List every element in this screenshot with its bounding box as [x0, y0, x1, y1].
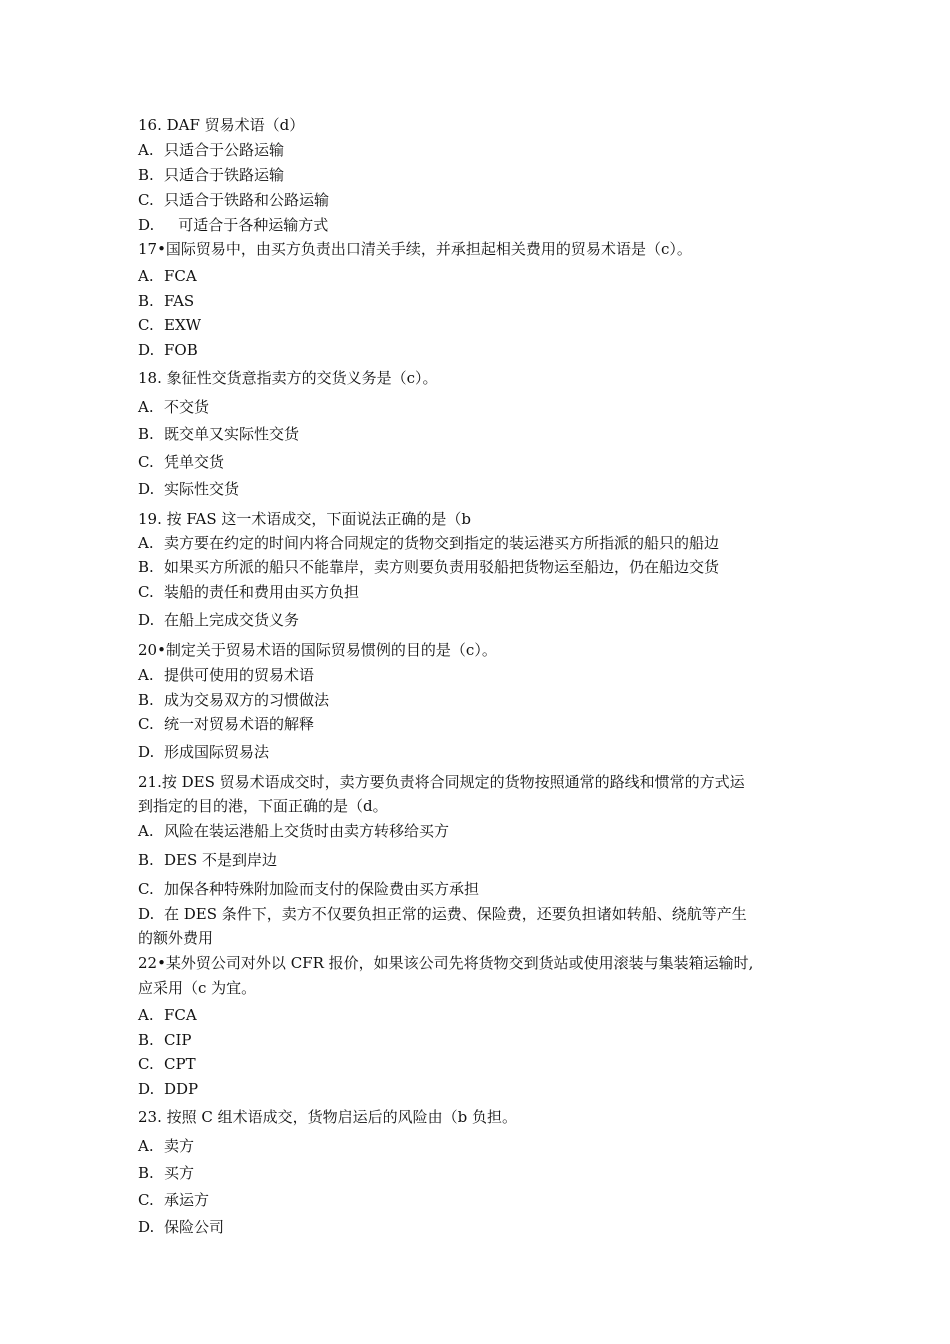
option-text: 形成国际贸易法: [164, 743, 270, 761]
option-letter: A.: [138, 1006, 154, 1024]
question-19-option-d: [138, 610, 838, 630]
option-text: FOB: [164, 341, 198, 359]
question-17-option-c: [138, 315, 838, 335]
question-16-option-d: [138, 215, 838, 235]
option-text: DES 不是到岸边: [164, 851, 278, 869]
question-18-stem: 18. 象征性交货意指卖方的交货义务是（c）。: [138, 369, 438, 387]
option-letter: B.: [138, 292, 154, 310]
question-21-option-b: [138, 850, 838, 870]
question-17-option-a: [138, 266, 838, 286]
option-text: 实际性交货: [164, 480, 240, 498]
question-22-stem-line-2: 应采用（c 为宜。: [138, 979, 257, 997]
option-letter: B.: [138, 851, 154, 869]
option-letter: B.: [138, 1031, 154, 1049]
option-letter: D.: [138, 1080, 155, 1098]
question-17-option-d: [138, 340, 838, 360]
option-letter: D.: [138, 611, 155, 629]
question-22-option-c: [138, 1054, 838, 1074]
question-18-option-b: [138, 424, 838, 444]
option-text: EXW: [164, 316, 202, 334]
option-text: 既交单又实际性交货: [164, 425, 300, 443]
option-letter: D.: [138, 216, 155, 234]
option-letter: D.: [138, 341, 155, 359]
question-16-option-c: [138, 190, 838, 210]
question-23-option-a: [138, 1136, 838, 1156]
option-letter: C.: [138, 1055, 154, 1073]
option-letter: B.: [138, 425, 154, 443]
option-letter: C.: [138, 1191, 154, 1209]
option-letter: A.: [138, 1137, 154, 1155]
option-text: FAS: [164, 292, 195, 310]
option-letter: C.: [138, 453, 154, 471]
option-letter: B.: [138, 1164, 154, 1182]
question-20-option-b: [138, 690, 838, 710]
question-16-option-b: [138, 165, 838, 185]
option-text: CPT: [164, 1055, 196, 1073]
option-text: 只适合于铁路和公路运输: [164, 191, 330, 209]
question-17-option-b: [138, 291, 838, 311]
question-21-option-d: [138, 904, 838, 924]
question-21-option-c: [138, 879, 838, 899]
option-text: 承运方: [164, 1191, 210, 1209]
question-21-option-d-continued: 的额外费用: [138, 929, 214, 947]
option-letter: A.: [138, 398, 154, 416]
question-21-stem-line-1: 21.按 DES 贸易术语成交时，卖方要负责将合同规定的货物按照通常的路线和惯常的方式运: [138, 773, 745, 791]
option-letter: C.: [138, 316, 154, 334]
question-16-stem: 16. DAF 贸易术语（d）: [138, 116, 305, 134]
option-text: 风险在装运港船上交货时由卖方转移给买方: [164, 822, 450, 840]
option-text: 装船的责任和费用由买方负担: [164, 583, 360, 601]
option-letter: A.: [138, 534, 154, 552]
option-letter: D.: [138, 1218, 155, 1236]
question-17-stem: 17•国际贸易中，由买方负责出口清关手续，并承担起相关费用的贸易术语是（c）。: [138, 240, 692, 258]
question-21-stem-line-2: 到指定的目的港，下面正确的是（d。: [138, 797, 388, 815]
question-22-option-a: [138, 1005, 838, 1025]
option-text: 只适合于公路运输: [164, 141, 285, 159]
option-text: 成为交易双方的习惯做法: [164, 691, 330, 709]
option-text: 不交货: [164, 398, 210, 416]
question-20-stem: 20•制定关于贸易术语的国际贸易惯例的目的是（c）。: [138, 641, 497, 659]
question-23-option-d: [138, 1217, 838, 1237]
question-19-option-a: [138, 533, 838, 553]
option-text: 只适合于铁路运输: [164, 166, 285, 184]
option-letter: B.: [138, 166, 154, 184]
question-21-option-a: [138, 821, 838, 841]
question-18-option-a: [138, 397, 838, 417]
question-19-stem: 19. 按 FAS 这一术语成交，下面说法正确的是（b: [138, 510, 471, 528]
option-text: DDP: [164, 1080, 199, 1098]
option-letter: D.: [138, 905, 155, 923]
option-text: 提供可使用的贸易术语: [164, 666, 315, 684]
option-letter: C.: [138, 880, 154, 898]
question-20-option-c: [138, 714, 838, 734]
option-letter: D.: [138, 480, 155, 498]
question-22-option-d: [138, 1079, 838, 1099]
question-23-option-b: [138, 1163, 838, 1183]
question-22-option-b: [138, 1030, 838, 1050]
question-18-option-d: [138, 479, 838, 499]
option-text: FCA: [164, 267, 197, 285]
option-letter: A.: [138, 666, 154, 684]
option-letter: B.: [138, 558, 154, 576]
question-20-option-a: [138, 665, 838, 685]
option-text: 加保各种特殊附加险而支付的保险费由买方承担: [164, 880, 480, 898]
question-18-option-c: [138, 452, 838, 472]
option-letter: C.: [138, 715, 154, 733]
option-text: 卖方要在约定的时间内将合同规定的货物交到指定的装运港买方所指派的船只的船边: [164, 534, 720, 552]
option-text: 买方: [164, 1164, 195, 1182]
option-text: 保险公司: [164, 1218, 225, 1236]
question-22-stem-line-1: 22•某外贸公司对外以 CFR 报价，如果该公司先将货物交到货站或使用滚装与集装箱运输时,: [138, 954, 754, 972]
question-23-stem: 23. 按照 C 组术语成交，货物启运后的风险由（b 负担。: [138, 1108, 518, 1126]
option-letter: D.: [138, 743, 155, 761]
option-text: 统一对贸易术语的解释: [164, 715, 315, 733]
option-text: 卖方: [164, 1137, 195, 1155]
question-16-option-a: [138, 140, 838, 160]
option-text: 凭单交货: [164, 453, 225, 471]
option-text: 可适合于各种运输方式: [164, 216, 329, 234]
option-letter: A.: [138, 267, 154, 285]
question-19-option-c: [138, 582, 838, 602]
option-text: FCA: [164, 1006, 197, 1024]
option-text: 在 DES 条件下，卖方不仅要负担正常的运费、保险费，还要负担诸如转船、绕航等产生: [164, 905, 747, 923]
option-letter: B.: [138, 691, 154, 709]
option-text: 在船上完成交货义务: [164, 611, 300, 629]
option-letter: C.: [138, 191, 154, 209]
option-text: 如果买方所派的船只不能靠岸，卖方则要负责用驳船把货物运至船边，仍在船边交货: [164, 558, 720, 576]
question-20-option-d: [138, 742, 838, 762]
option-letter: A.: [138, 822, 154, 840]
option-letter: A.: [138, 141, 154, 159]
option-text: CIP: [164, 1031, 192, 1049]
question-19-option-b: [138, 557, 838, 577]
question-23-option-c: [138, 1190, 838, 1210]
option-letter: C.: [138, 583, 154, 601]
